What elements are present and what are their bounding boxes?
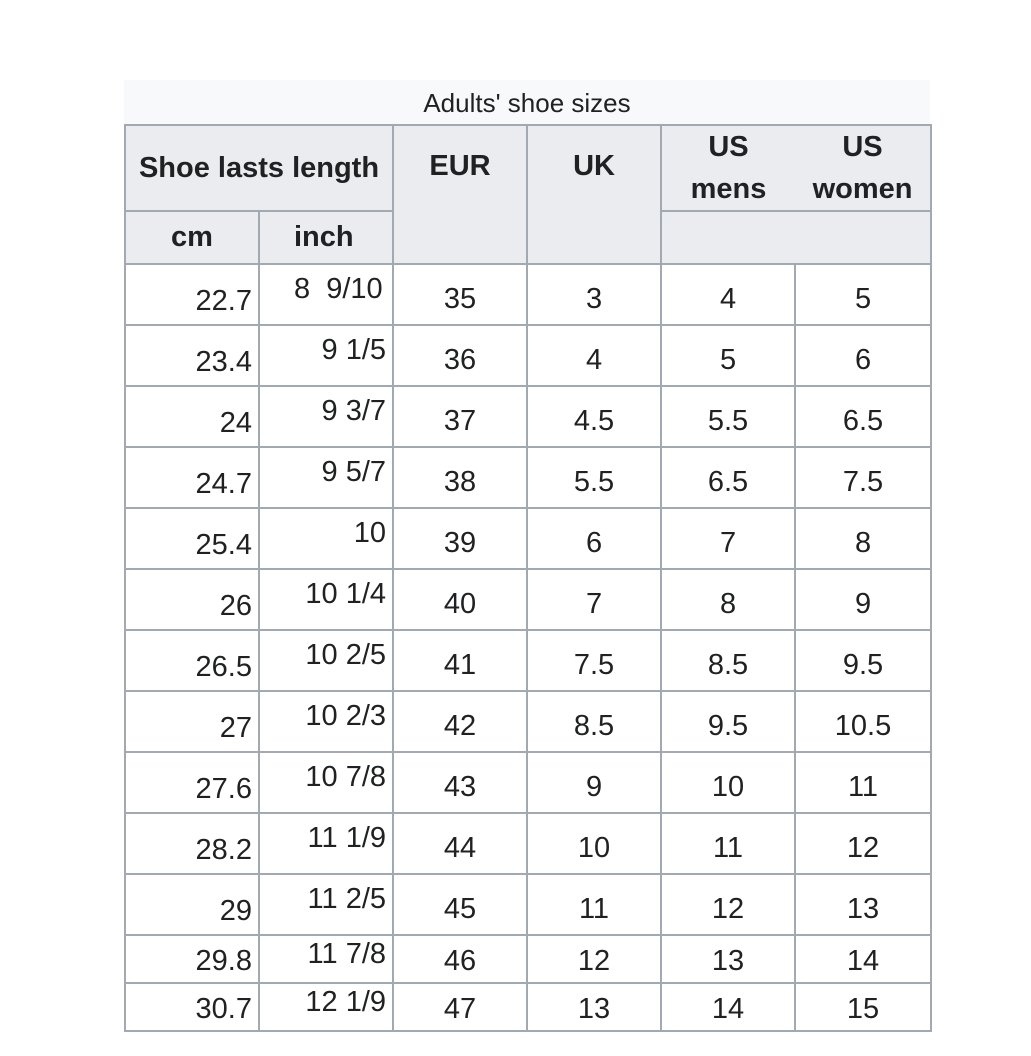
cell-inch: 12 1/9 [259, 983, 393, 1031]
cell-eur: 35 [393, 264, 527, 325]
cell-eur: 37 [393, 386, 527, 447]
cell-eur: 45 [393, 874, 527, 935]
table-row [125, 325, 931, 386]
table-row [125, 813, 931, 874]
cell-cm: 26.5 [125, 630, 259, 691]
cell-cm: 24.7 [125, 447, 259, 508]
cell-eur: 44 [393, 813, 527, 874]
cell-us-women: 9 [795, 569, 931, 630]
cell-uk: 9 [527, 752, 661, 813]
header-us-women-line2: women [812, 173, 913, 205]
cell-inch: 8 9/10 [259, 264, 393, 325]
cell-us-mens: 9.5 [661, 691, 795, 752]
cell-eur: 43 [393, 752, 527, 813]
cell-us-mens: 11 [661, 813, 795, 874]
cell-inch: 10 1/4 [259, 569, 393, 630]
header-us-women [795, 125, 931, 211]
header-lasts-length: Shoe lasts length [125, 125, 393, 211]
cell-inch: 10 7/8 [259, 752, 393, 813]
shoe-size-table-container [124, 80, 930, 1032]
cell-us-mens: 8.5 [661, 630, 795, 691]
cell-cm: 27 [125, 691, 259, 752]
cell-uk: 5.5 [527, 447, 661, 508]
header-eur-label: EUR [429, 150, 491, 182]
cell-cm: 27.6 [125, 752, 259, 813]
cell-cm: 30.7 [125, 983, 259, 1031]
table-row [125, 508, 931, 569]
header-us-mens [661, 125, 795, 211]
header-cm: cm [125, 211, 259, 264]
cell-eur: 39 [393, 508, 527, 569]
table-row [125, 874, 931, 935]
header-uk-label: UK [573, 150, 615, 182]
cell-us-women: 7.5 [795, 447, 931, 508]
cell-cm: 25.4 [125, 508, 259, 569]
cell-us-mens: 5 [661, 325, 795, 386]
cell-us-women: 13 [795, 874, 931, 935]
cell-us-women: 12 [795, 813, 931, 874]
cell-uk: 4.5 [527, 386, 661, 447]
cell-cm: 26 [125, 569, 259, 630]
cell-eur: 42 [393, 691, 527, 752]
cell-eur: 38 [393, 447, 527, 508]
cell-cm: 24 [125, 386, 259, 447]
cell-inch: 10 2/5 [259, 630, 393, 691]
cell-uk: 3 [527, 264, 661, 325]
cell-inch: 11 1/9 [259, 813, 393, 874]
cell-eur: 40 [393, 569, 527, 630]
cell-us-women: 14 [795, 935, 931, 983]
cell-us-mens: 4 [661, 264, 795, 325]
cell-cm: 28.2 [125, 813, 259, 874]
cell-cm: 29.8 [125, 935, 259, 983]
header-row-main [125, 125, 931, 211]
cell-uk: 7 [527, 569, 661, 630]
cell-uk: 12 [527, 935, 661, 983]
cell-inch: 10 2/3 [259, 691, 393, 752]
cell-us-women: 5 [795, 264, 931, 325]
cell-cm: 22.7 [125, 264, 259, 325]
cell-inch: 9 1/5 [259, 325, 393, 386]
table-caption: Adults' shoe sizes [124, 80, 930, 124]
cell-uk: 7.5 [527, 630, 661, 691]
table-row [125, 983, 931, 1031]
cell-us-mens: 12 [661, 874, 795, 935]
cell-us-women: 10.5 [795, 691, 931, 752]
cell-us-women: 9.5 [795, 630, 931, 691]
table-row [125, 691, 931, 752]
cell-inch: 11 7/8 [259, 935, 393, 983]
cell-uk: 13 [527, 983, 661, 1031]
header-us-mens-line2: mens [690, 173, 767, 205]
cell-us-women: 6 [795, 325, 931, 386]
table-row [125, 752, 931, 813]
table-row [125, 386, 931, 447]
header-uk [527, 125, 661, 264]
table-row [125, 569, 931, 630]
header-us-women-line1: US [842, 131, 883, 163]
header-us-blank [661, 211, 931, 264]
table-row [125, 630, 931, 691]
cell-eur: 46 [393, 935, 527, 983]
cell-eur: 47 [393, 983, 527, 1031]
cell-us-mens: 6.5 [661, 447, 795, 508]
cell-us-women: 11 [795, 752, 931, 813]
cell-uk: 10 [527, 813, 661, 874]
cell-us-mens: 5.5 [661, 386, 795, 447]
cell-eur: 36 [393, 325, 527, 386]
table-row [125, 264, 931, 325]
cell-cm: 29 [125, 874, 259, 935]
cell-us-mens: 10 [661, 752, 795, 813]
cell-us-mens: 14 [661, 983, 795, 1031]
cell-us-women: 6.5 [795, 386, 931, 447]
cell-us-women: 8 [795, 508, 931, 569]
cell-uk: 4 [527, 325, 661, 386]
cell-inch: 9 3/7 [259, 386, 393, 447]
cell-cm: 23.4 [125, 325, 259, 386]
cell-inch: 9 5/7 [259, 447, 393, 508]
header-eur [393, 125, 527, 264]
cell-eur: 41 [393, 630, 527, 691]
cell-uk: 11 [527, 874, 661, 935]
cell-inch: 10 [259, 508, 393, 569]
header-inch: inch [259, 211, 393, 264]
cell-uk: 6 [527, 508, 661, 569]
cell-inch: 11 2/5 [259, 874, 393, 935]
cell-us-mens: 7 [661, 508, 795, 569]
table-row [125, 935, 931, 983]
cell-us-women: 15 [795, 983, 931, 1031]
header-us-mens-line1: US [708, 131, 749, 163]
shoe-size-table [124, 124, 932, 1032]
cell-uk: 8.5 [527, 691, 661, 752]
table-row [125, 447, 931, 508]
cell-us-mens: 8 [661, 569, 795, 630]
cell-us-mens: 13 [661, 935, 795, 983]
